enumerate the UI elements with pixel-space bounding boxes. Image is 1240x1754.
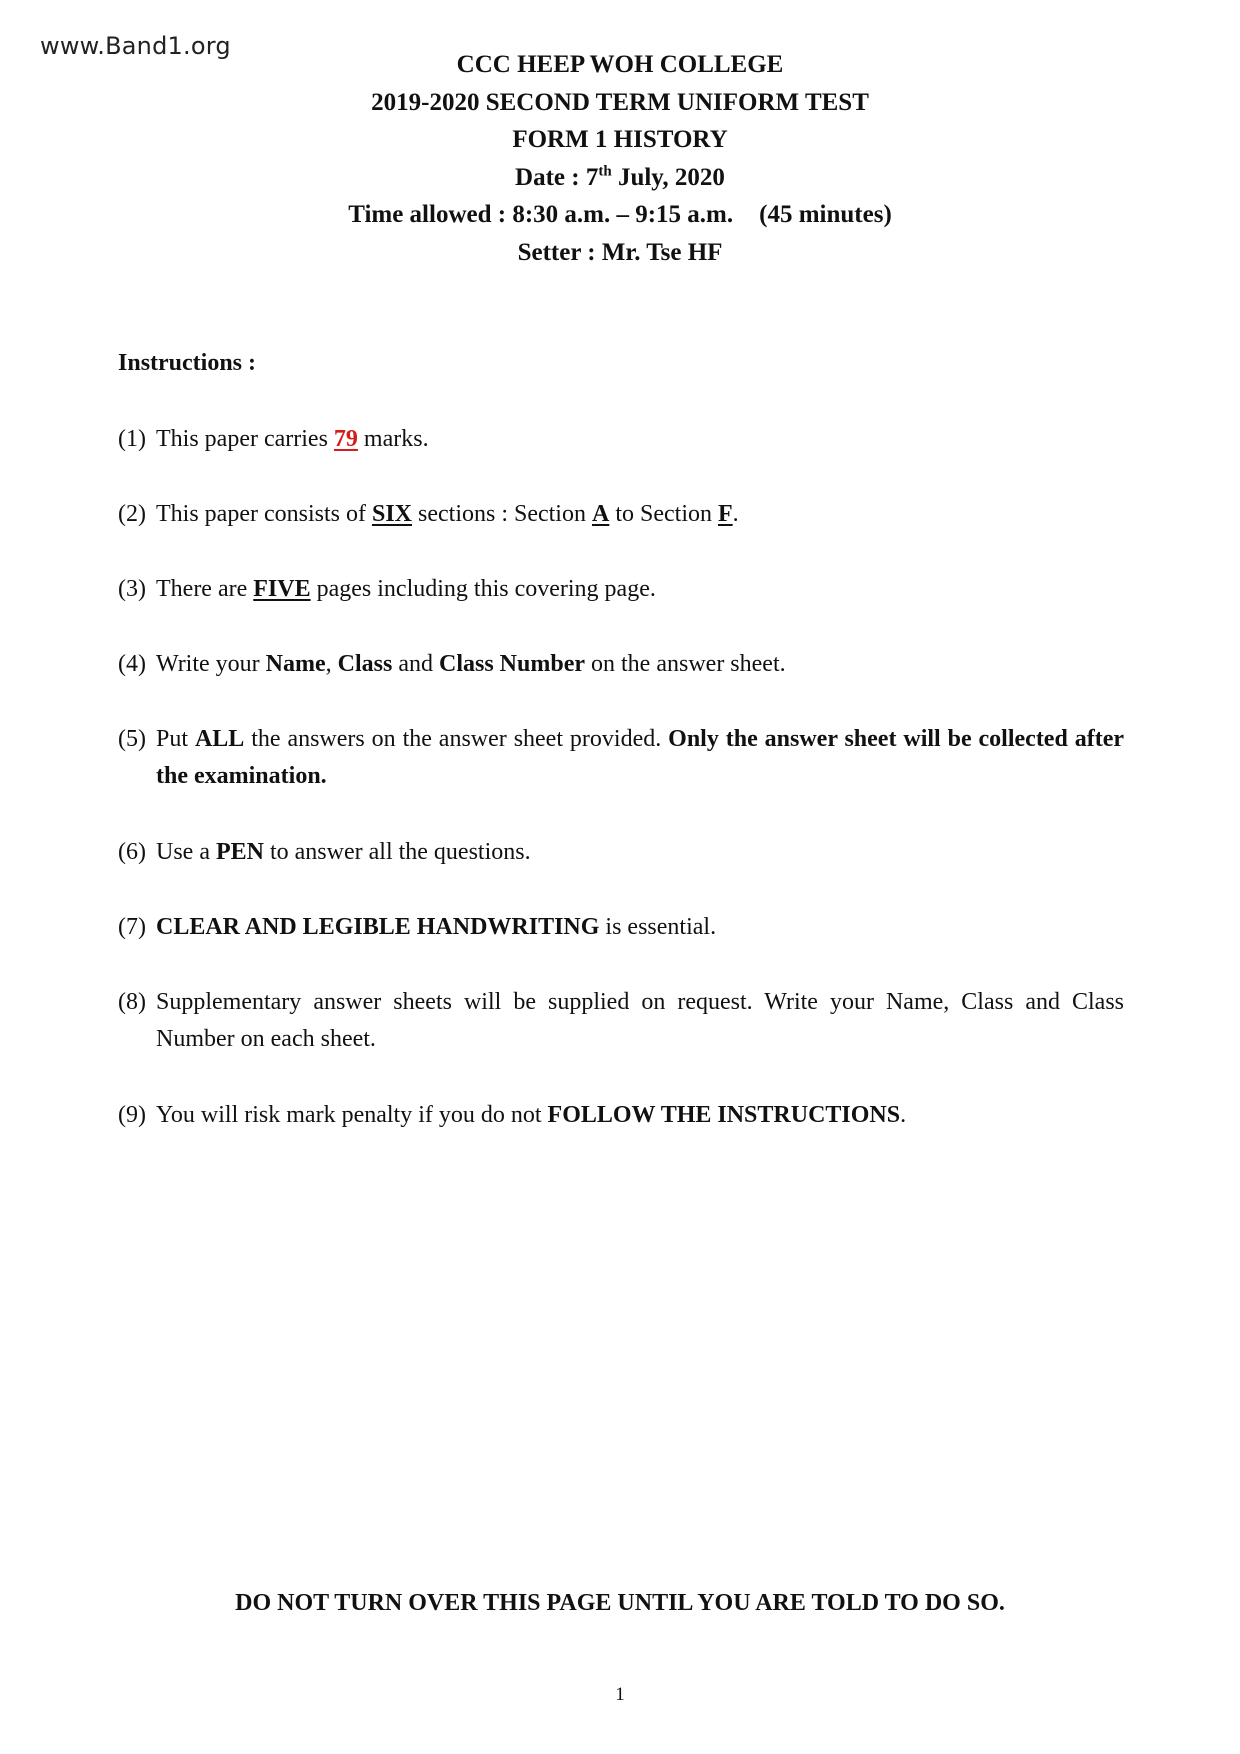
total-marks: 79 [333, 426, 358, 452]
time-range: Time allowed : 8:30 a.m. – 9:15 a.m. [348, 201, 734, 228]
instruction-text-part: Supplementary answer sheets will be supplied on request. Write your Name, Class and Class Number on each sheet. [156, 989, 1124, 1052]
instruction-text-part: the answers on the answer sheet provided. [244, 726, 669, 752]
subject-title: FORM 1 HISTORY [512, 126, 728, 153]
time-allowed [0, 196, 1240, 234]
instruction-text-part: This paper carries [156, 426, 334, 452]
instruction-number: (8) [118, 989, 146, 1015]
instruction-text-part: on the answer sheet. [585, 651, 786, 677]
instruction-item [118, 1097, 1124, 1134]
instruction-item [118, 421, 1124, 458]
instruction-number: (4) [118, 651, 146, 677]
do-not-turn-over-warning: DO NOT TURN OVER THIS PAGE UNTIL YOU ARE TOLD TO DO SO. [235, 1590, 1005, 1616]
instruction-emphasis: SIX [371, 501, 412, 527]
instruction-text-part: Use a [156, 839, 216, 865]
instruction-text [156, 984, 1124, 1058]
instruction-text-part: to Section [609, 501, 718, 527]
instruction-text-part: , [325, 651, 338, 677]
instruction-emphasis: FOLLOW THE INSTRUCTIONS [547, 1102, 901, 1128]
instruction-text-part: and [392, 651, 439, 677]
instruction-item [118, 834, 1124, 871]
instruction-text [156, 909, 1124, 946]
instruction-text-part: Write your [156, 651, 266, 677]
instruction-emphasis: PEN [215, 839, 264, 865]
instruction-text [156, 646, 1124, 683]
instruction-text [156, 421, 1124, 458]
instruction-text-part: sections : Section [412, 501, 592, 527]
instruction-item [118, 909, 1124, 946]
exam-title: 2019-2020 SECOND TERM UNIFORM TEST [371, 88, 869, 116]
exam-date-ordinal: th [598, 163, 612, 180]
instruction-emphasis: A [591, 501, 610, 527]
instruction-text [156, 834, 1124, 871]
instruction-item [118, 984, 1124, 1058]
instruction-text-part: This paper consists of [156, 501, 372, 527]
time-duration: (45 minutes) [759, 201, 892, 228]
exam-date-prefix: Date : 7 [515, 163, 599, 191]
instruction-text-part: is essential. [599, 914, 717, 940]
instruction-emphasis: Class Number [439, 651, 586, 677]
instruction-item [118, 721, 1124, 795]
instruction-emphasis: Class [337, 651, 393, 677]
exam-date-suffix: July, 2020 [611, 163, 725, 191]
instruction-number: (3) [118, 576, 146, 602]
instruction-text [156, 721, 1124, 795]
instruction-text [156, 571, 1124, 608]
instructions-heading: Instructions : [118, 350, 257, 376]
watermark-url: www.Band1.org [40, 32, 231, 60]
instruction-number: (1) [118, 426, 146, 452]
instruction-text-part: to answer all the questions. [263, 839, 531, 865]
exam-header [0, 46, 1240, 271]
instruction-number: (2) [118, 501, 146, 527]
instruction-text-part: pages including this covering page. [310, 576, 656, 602]
instruction-emphasis: ALL [194, 726, 245, 752]
instruction-text-part: Put [156, 726, 195, 752]
instruction-item [118, 646, 1124, 683]
instruction-number: (9) [118, 1102, 146, 1128]
instruction-emphasis: Only the answer sheet will be collected after the examination. [156, 726, 1125, 789]
instruction-text-part: There are [156, 576, 254, 602]
instruction-item [118, 496, 1124, 533]
school-name: CCC HEEP WOH COLLEGE [456, 51, 784, 78]
instruction-text-part: You will risk mark penalty if you do not [156, 1102, 548, 1128]
instruction-text-part: . [732, 501, 739, 527]
page-number: 1 [615, 1684, 625, 1705]
instruction-emphasis: F [717, 501, 733, 527]
instruction-text-part: . [900, 1102, 907, 1128]
instruction-item [118, 571, 1124, 608]
instruction-emphasis: Name [265, 651, 326, 677]
instruction-emphasis: CLEAR AND LEGIBLE HANDWRITING [156, 914, 600, 940]
exam-date [0, 159, 1240, 197]
setter: Setter : Mr. Tse HF [517, 238, 723, 266]
instruction-text [156, 496, 1124, 533]
instruction-number: (5) [118, 726, 146, 752]
instruction-text [156, 1097, 1124, 1134]
instruction-emphasis: FIVE [253, 576, 311, 602]
instruction-number: (6) [118, 839, 146, 865]
instruction-text-part: marks. [357, 426, 429, 452]
instruction-number: (7) [118, 914, 146, 940]
